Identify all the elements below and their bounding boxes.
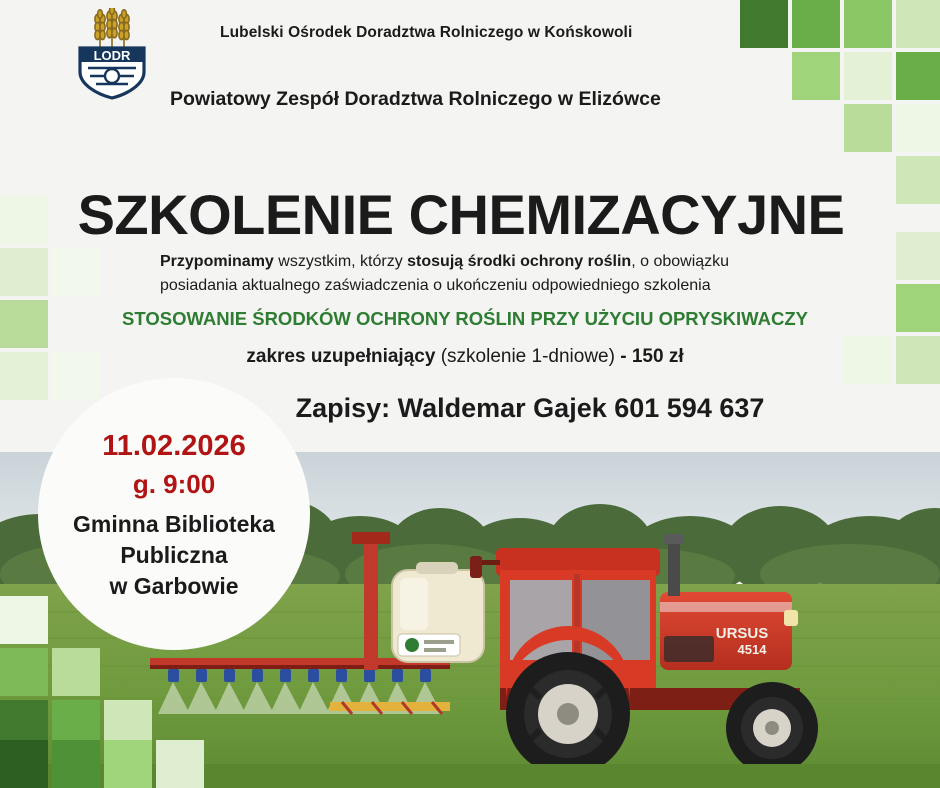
decorative-square: [792, 52, 840, 100]
decorative-square: [0, 740, 48, 788]
reminder-text-2: , o obowiązku posiadania aktualnego zaświadczenia o ukończeniu odpowiedniego szkolenia: [160, 253, 730, 294]
decorative-square: [896, 0, 940, 48]
course-scope-bold: zakres uzupełniający: [246, 346, 436, 367]
event-venue-line-2: Publiczna: [120, 541, 228, 568]
course-heading: STOSOWANIE ŚRODKÓW OCHRONY ROŚLIN PRZY UŻYCIU OPRYSKIWACZY: [122, 308, 808, 329]
svg-text:4514: 4514: [737, 642, 767, 657]
tractor-model-label: URSUS: [715, 625, 769, 642]
event-time: g. 9:00: [132, 468, 216, 499]
decorative-square: [844, 52, 892, 100]
decorative-square: [0, 596, 48, 644]
organization-line: Lubelski Ośrodek Doradztwa Rolniczego w Końskowoli: [220, 24, 633, 41]
decorative-square: [156, 740, 204, 788]
logo-acronym: LODR: [93, 48, 131, 63]
department-line: Powiatowy Zespół Doradztwa Rolniczego w Elizówce: [170, 88, 661, 110]
decorative-square: [52, 648, 100, 696]
decorative-square: [104, 740, 152, 788]
page-title: SZKOLENIE CHEMIZACYJNE: [77, 182, 845, 246]
reminder-bold-1: Przypominamy: [160, 253, 274, 270]
decorative-square: [792, 0, 840, 48]
decorative-square: [0, 648, 48, 696]
event-details-bubble: [38, 378, 310, 650]
decorative-square: [896, 52, 940, 100]
decorative-square: [740, 0, 788, 48]
event-date: 11.02.2026: [102, 429, 246, 462]
lodr-logo: [66, 8, 158, 100]
event-venue-line-1: Gminna Biblioteka: [73, 510, 275, 537]
signup-contact: Zapisy: Waldemar Gajek 601 594 637: [295, 393, 765, 423]
reminder-bold-2: stosują środki ochrony roślin: [407, 253, 632, 270]
event-venue-line-3: w Garbowie: [109, 572, 239, 599]
reminder-text-1: wszystkim, którzy: [273, 253, 408, 270]
decorative-square: [844, 0, 892, 48]
decorative-square: [896, 104, 940, 152]
course-scope-plain: (szkolenie 1-dniowe): [435, 346, 621, 367]
decorative-square: [0, 248, 48, 296]
course-scope-line: [0, 346, 940, 368]
decorative-square: [844, 104, 892, 152]
reminder-paragraph: [160, 250, 800, 298]
decorative-square: [52, 740, 100, 788]
decorative-square: [52, 248, 100, 296]
course-price: - 150 zł: [620, 346, 684, 367]
